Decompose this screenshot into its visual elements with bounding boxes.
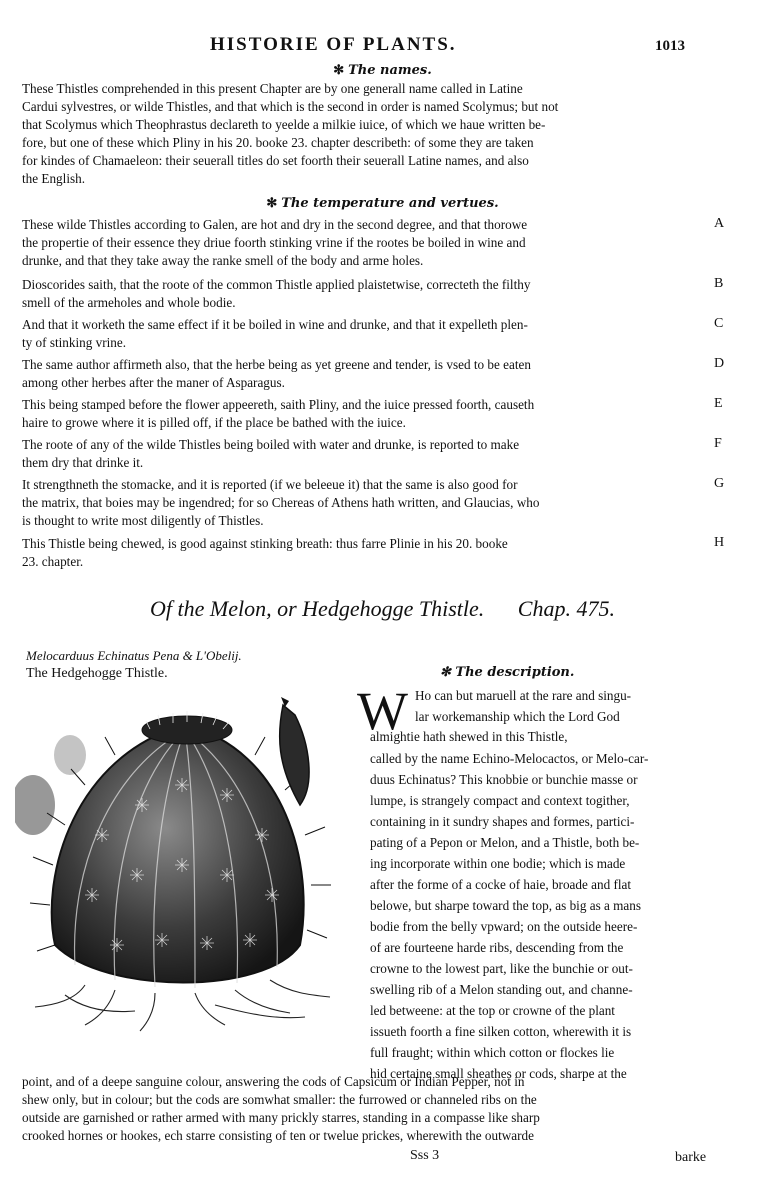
description-line: hid certaine small sheathes or cods, sharpe at the [370, 1066, 627, 1081]
margin-letter: F [714, 436, 722, 451]
vertue-paragraph-d [22, 356, 712, 392]
text-line: haire to growe where it is pilled off, if the place be bathed with the iuice. [22, 415, 406, 430]
description-line: full fraught; within which cotton or flockes lie [370, 1045, 615, 1060]
margin-letter: H [714, 535, 725, 550]
margin-letter: A [714, 216, 725, 231]
text-line: The same author affirmeth also, that the herbe being as yet greene and tender, is vsed to be eaten [22, 357, 531, 372]
chapter-number: Chap. 475. [517, 596, 615, 621]
text-line: the English. [22, 171, 86, 186]
text-line: for kindes of Chamaeleon: their seuerall titles do set foorth their seuerall Latine names, and also [22, 153, 529, 168]
text-line: It strengthneth the stomacke, and it is reported (if we beleeue it) that the same is also good for [22, 477, 518, 492]
names-rubric: ✻ The names. [333, 63, 432, 78]
text-line: them dry that drinke it. [22, 455, 144, 470]
margin-letter: D [714, 356, 725, 371]
text-line: fore, but one of these which Pliny in his 20. booke 23. chapter describeth: of some they are taken [22, 135, 534, 150]
text-line: that Scolymus which Theophrastus declareth to yeelde a milkie iuice, of which we haue written be- [22, 117, 546, 132]
text-line: the matrix, that boies may be ingendred; for so Chereas of Athens hath written, and Glaucias, who [22, 495, 540, 510]
description-line: after the forme of a cocke of haie, broade and flat [370, 877, 632, 892]
description-line: pating of a Pepon or Melon, and a Thistle, both be- [370, 835, 640, 850]
page-number: 1013 [655, 38, 685, 54]
chapter-heading [0, 596, 765, 622]
description-line: Ho can but maruell at the rare and singu- [415, 688, 632, 703]
vertue-paragraph-h [22, 535, 712, 571]
vertue-paragraph-g [22, 476, 712, 530]
fleuron-icon: ✻ [266, 196, 278, 211]
description-line: lar workemanship which the Lord God [415, 709, 620, 724]
text-line: The roote of any of the wilde Thistles being boiled with water and drunke, is reported to make [22, 437, 520, 452]
vertue-paragraph-e [22, 396, 712, 432]
vertue-paragraph-f [22, 436, 712, 472]
vertue-paragraph-c [22, 316, 712, 352]
text-line: the propertie of their essence they driue foorth stinking vrine if the rootes be boiled in wine and [22, 235, 526, 250]
text-line: And that it worketh the same effect if it be boiled in wine and drunke, and that it expelleth plen- [22, 317, 528, 332]
drop-cap-letter: W [357, 681, 408, 741]
chapter-title: Of the Melon, or Hedgehogge Thistle. [150, 596, 485, 621]
description-line: almightie hath shewed in this Thistle, [370, 729, 568, 744]
running-title: HISTORIE OF PLANTS. [210, 34, 457, 55]
hedgehog-thistle-woodcut [15, 695, 350, 1035]
signature-mark: Sss 3 [410, 1148, 440, 1163]
catchword: barke [675, 1150, 707, 1165]
description-line: outside are garnished or rather armed with many prickly starres, standing in a compasse like sharp [22, 1110, 540, 1125]
fleuron-icon: ✻ [440, 665, 456, 680]
description-line: called by the name Echino-Melocactos, or Melo-car- [370, 751, 649, 766]
text-line: is thought to write most diligently of Thistles. [22, 513, 264, 528]
description-line: led betweene: at the top or crowne of the plant [370, 1003, 615, 1018]
text-line: Dioscorides saith, that the roote of the common Thistle applied plaistetwise, correcteth the filthy [22, 277, 531, 292]
text-line: This Thistle being chewed, is good against stinking breath: thus farre Plinie in his 20. booke [22, 536, 508, 551]
description-line: crowne to the lowest part, like the bunchie or out- [370, 961, 633, 976]
vertue-paragraph-b [22, 276, 712, 312]
description-line: belowe, but sharpe toward the top, as big as a mans [370, 898, 642, 913]
description-line: swelling rib of a Melon standing out, and channe- [370, 982, 633, 997]
running-head [0, 34, 765, 62]
text-line: These Thistles comprehended in this present Chapter are by one generall name called in Latine [22, 81, 523, 96]
description-line: lumpe, is strangely compact and context togither, [370, 793, 630, 808]
description-line: point, and of a deepe sanguine colour, answering the cods of Capsicum or Indian Pepper, not in [22, 1074, 525, 1089]
description-line: of are fourteene harde ribs, descending from the [370, 940, 624, 955]
description-line: bodie from the belly vpward; on the outside heere- [370, 919, 638, 934]
description-line: issueth foorth a fine silken cotton, wherewith it is [370, 1024, 632, 1039]
description-line: ing incorporate within one bodie; which is made [370, 856, 626, 871]
margin-letter: C [714, 316, 724, 331]
figure-english-caption: The Hedgehogge Thistle. [26, 666, 168, 681]
names-paragraph [22, 80, 712, 188]
text-line: ty of stinking vrine. [22, 335, 127, 350]
vertues-rubric: ✻ The temperature and vertues. [266, 196, 499, 211]
text-line: This being stamped before the flower appeereth, saith Pliny, and the iuice pressed foorth, causeth [22, 397, 535, 412]
description-line: containing in it sundry shapes and formes, partici- [370, 814, 635, 829]
fleuron-icon: ✻ [333, 63, 345, 78]
margin-letter: E [714, 396, 723, 411]
text-line: among other herbes after the maner of Asparagus. [22, 375, 285, 390]
text-line: 23. chapter. [22, 554, 84, 569]
description-line: crooked hornes or hookes, ech starre consisting of ten or twelue prickes, wherewith the outwarde [22, 1128, 534, 1143]
description-line: duus Echinatus? This knobbie or bunchie masse or [370, 772, 638, 787]
figure-latin-caption: Melocarduus Echinatus Pena & L'Obelij. [26, 648, 242, 663]
vertue-paragraph-a [22, 216, 712, 270]
text-line: Cardui sylvestres, or wilde Thistles, and that which is the second in order is named Scolymus; but not [22, 99, 559, 114]
text-line: drunke, and that they take away the ranke smell of the body and arme holes. [22, 253, 424, 268]
margin-letter: B [714, 276, 724, 291]
margin-letter: G [714, 476, 725, 491]
description-rubric: ✻ The description. [440, 665, 575, 680]
description-line: shew only, but in colour; but the cods are somwhat smaller: the furrowed or channeled ribs on the [22, 1092, 537, 1107]
text-line: smell of the armeholes and whole bodie. [22, 295, 236, 310]
text-line: These wilde Thistles according to Galen, are hot and dry in the second degree, and that thorowe [22, 217, 528, 232]
